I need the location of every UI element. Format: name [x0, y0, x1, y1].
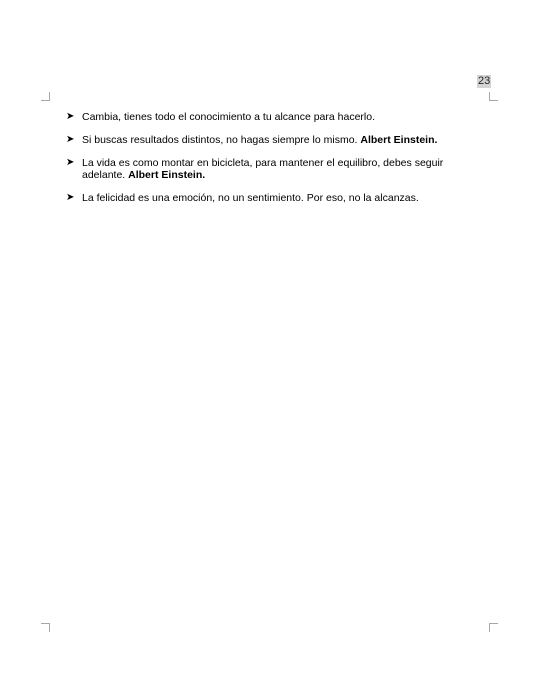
quote-text: Cambia, tienes todo el conocimiento a tu alcance para hacerlo.	[82, 111, 376, 123]
quote-list	[66, 111, 456, 215]
page-number: 23	[478, 75, 491, 87]
margin-corner-bottom-right	[489, 623, 498, 632]
arrowhead-right-icon: ➤	[66, 157, 75, 168]
list-item	[66, 134, 456, 146]
arrowhead-right-icon: ➤	[66, 111, 75, 122]
list-item	[66, 192, 456, 204]
quote-text: Si buscas resultados distintos, no hagas siempre lo mismo.	[82, 134, 358, 146]
margin-corner-top-left	[41, 92, 50, 101]
quote-author: Albert Einstein.	[360, 134, 438, 146]
margin-corner-top-right	[489, 92, 498, 101]
quote-text: La vida es como montar en bicicleta, para mantener el equilibro, debes seguir adelante.	[82, 157, 444, 181]
margin-corner-bottom-left	[41, 623, 50, 632]
quote-text: La felicidad es una emoción, no un sentimiento. Por eso, no la alcanzas.	[82, 192, 419, 204]
list-item	[66, 157, 456, 181]
quote-author: Albert Einstein.	[128, 169, 206, 181]
arrowhead-right-icon: ➤	[66, 192, 75, 203]
arrowhead-right-icon: ➤	[66, 134, 75, 145]
list-item	[66, 111, 456, 123]
